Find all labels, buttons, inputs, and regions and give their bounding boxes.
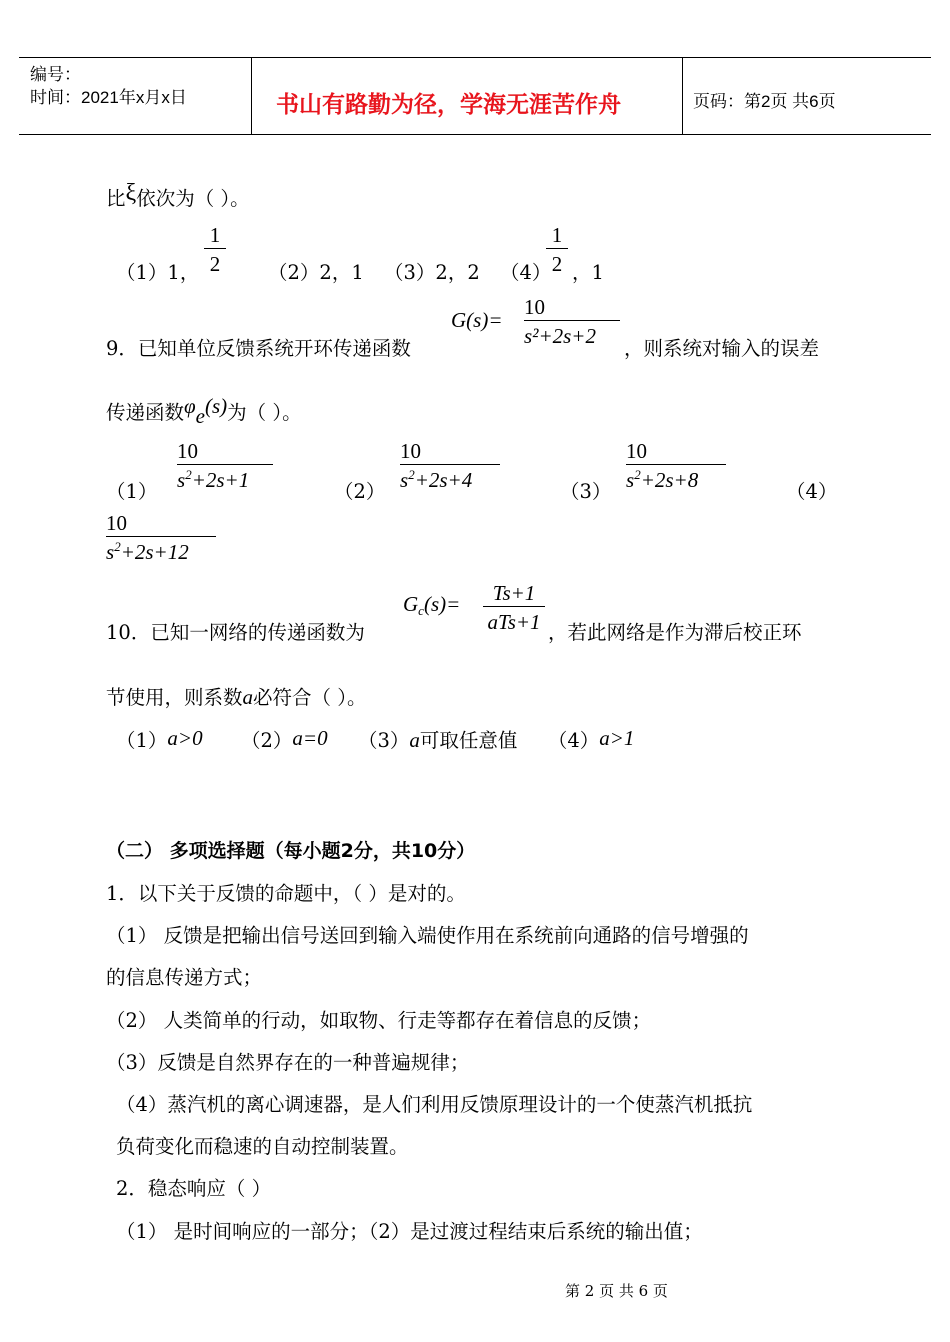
- q9-option-2-fraction: 10 $s^2+2s+4$: [400, 438, 500, 493]
- s2-q2-options: （1） 是时间响应的一部分；（2）是过渡过程结束后系统的输出值；: [116, 1220, 703, 1243]
- q10-option-3-math: a: [409, 728, 420, 752]
- header-top-rule: [19, 57, 931, 58]
- q10-network-lhs: $G_c(s)=$: [403, 592, 461, 618]
- header-time-label: 时间：2021年x月x日: [30, 88, 187, 107]
- q8-option-2: （2）2，1: [268, 261, 364, 284]
- header-divider-left: [251, 57, 252, 135]
- q9-option-4-label: （4）: [786, 480, 838, 503]
- s2-q1-option-4b: 负荷变化而稳速的自动控制装置。: [116, 1135, 409, 1158]
- q8-option-1: （1）1，: [116, 261, 200, 284]
- phi-symbol: φ: [184, 394, 196, 418]
- header-divider-right: [682, 57, 683, 135]
- q10-option-1-math: a>0: [167, 726, 203, 750]
- q10-option-2-math: a=0: [292, 726, 328, 750]
- q8-option-1-fraction: 1 2: [204, 222, 226, 277]
- s2-q1-option-3: （3）反馈是自然界存在的一种普遍规律；: [106, 1051, 470, 1074]
- s2-q1-option-4a: （4）蒸汽机的离心调速器，是人们利用反馈原理设计的一个使蒸汽机抵抗: [116, 1093, 753, 1116]
- q9-option-1-fraction: 10 $s^2+2s+1$: [177, 438, 273, 493]
- q9-stem-line2: [106, 394, 302, 428]
- phi-argument: (s): [204, 394, 228, 418]
- q8-stem-prefix: 比: [106, 187, 126, 210]
- q9-stem-prefix: 9．已知单位反馈系统开环传递函数: [106, 337, 411, 360]
- header-page-label: 页码：第2页 共6页: [693, 92, 836, 111]
- q10-stem-prefix: 10．已知一网络的传递函数为: [106, 621, 365, 644]
- s2-q1-option-2: （2） 人类简单的行动，如取物、行走等都存在着信息的反馈；: [106, 1009, 652, 1032]
- q10-stem-line2: 节使用，则系数a必符合（ ）。: [106, 685, 367, 709]
- s2-q1-option-1a: （1） 反馈是把输出信号送回到输入端使作用在系统前向通路的信号增强的: [106, 924, 749, 947]
- s2-q2-stem: 2．稳态响应（ ）: [116, 1177, 272, 1200]
- q9-option-3-fraction: 10 $s^2+2s+8$: [626, 438, 726, 493]
- header-bottom-rule: [19, 134, 931, 135]
- q8-stem-suffix: 依次为（ ）。: [136, 187, 250, 210]
- q8-stem: [106, 180, 250, 211]
- q10-network-fraction: Ts+1 aTs+1: [483, 580, 545, 635]
- a-symbol: a: [242, 685, 254, 709]
- s2-q1-option-1b: 的信息传递方式；: [106, 966, 263, 989]
- page-footer: 第 2 页 共 6 页: [565, 1282, 668, 1300]
- header-code-label: 编号：: [30, 65, 81, 84]
- q9-option-3-label: （3）: [560, 480, 612, 503]
- q9-line2-suffix: 为（ ）。: [227, 401, 302, 424]
- q8-option-3: （3）2，2: [384, 261, 480, 284]
- q10-options: （1）a>0 （2）a=0 （3）a可取任意值 （4）a>1: [116, 726, 635, 752]
- phi-subscript: e: [195, 404, 205, 428]
- q8-option-4-suffix: ，1: [572, 261, 604, 284]
- s2-q1-stem: 1．以下关于反馈的命题中，（ ）是对的。: [106, 882, 466, 905]
- header-motto: 书山有路勤为径，学海无涯苦作舟: [276, 92, 621, 118]
- q8-option-4-fraction: 1 2: [546, 222, 568, 277]
- q10-stem-suffix: ，若此网络是作为滞后校正环: [548, 621, 802, 644]
- q9-stem-suffix: ，则系统对输入的误差: [624, 337, 820, 360]
- q10-option-4-math: a>1: [599, 726, 635, 750]
- q9-option-4-fraction: 10 $s^2+2s+12$: [106, 510, 216, 565]
- q8-option-4-label: （4）: [500, 261, 552, 284]
- q9-line2-prefix: 传递函数: [106, 401, 185, 424]
- q9-option-2-label: （2）: [334, 480, 386, 503]
- q9-open-loop-lhs: G(s)=: [451, 308, 503, 332]
- q9-option-1-label: （1）: [106, 480, 158, 503]
- section-2-title: （二） 多项选择题（每小题2分，共10分）: [106, 840, 476, 862]
- q9-open-loop-fraction: 10 s²+2s+2: [524, 294, 620, 349]
- xi-symbol: ξ: [125, 180, 137, 206]
